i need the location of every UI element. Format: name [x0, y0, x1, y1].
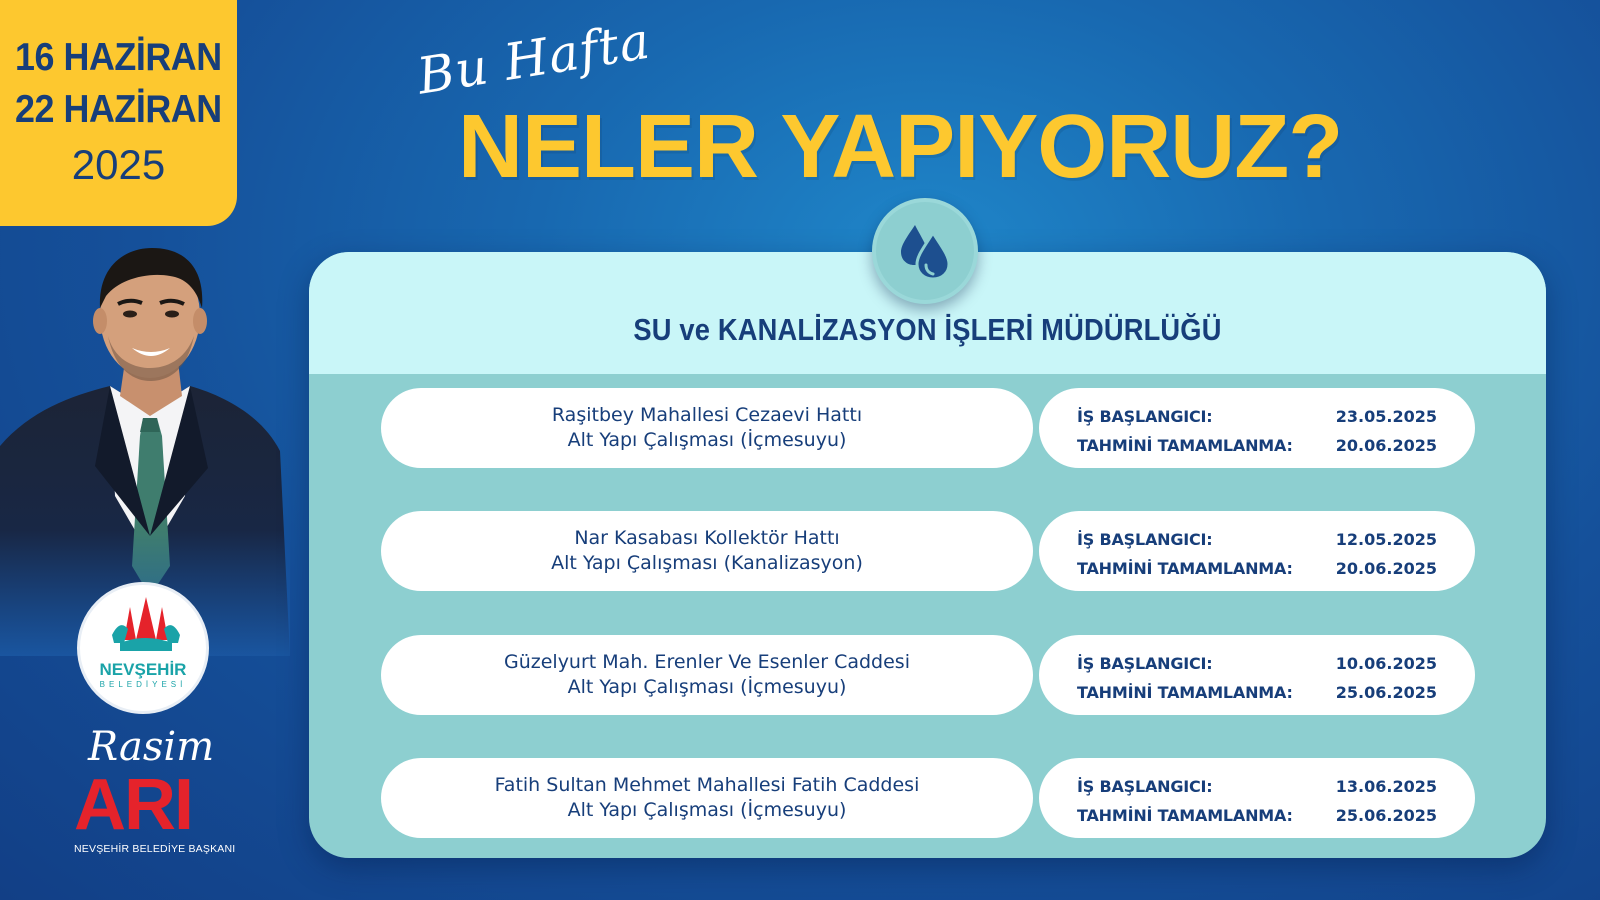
- date-year: 2025: [71, 141, 166, 188]
- project-dates: [1039, 758, 1475, 838]
- project-title: [381, 635, 1033, 715]
- project-row: [381, 758, 1475, 838]
- date-start: 16 HAZİRAN: [15, 36, 222, 79]
- department-card: [309, 252, 1546, 858]
- project-type: Alt Yapı Çalışması (İçmesuyu): [567, 676, 847, 698]
- logo-name: NEVŞEHİR: [99, 660, 187, 679]
- headline-script: Bu Hafta: [413, 11, 655, 106]
- end-label: TAHMİNİ TAMAMLANMA:: [1077, 436, 1293, 455]
- date-end: 22 HAZİRAN: [15, 88, 222, 131]
- end-date: 25.06.2025: [1335, 683, 1437, 702]
- project-type: Alt Yapı Çalışması (İçmesuyu): [567, 429, 847, 451]
- start-date: 10.06.2025: [1335, 654, 1437, 673]
- project-dates: [1039, 511, 1475, 591]
- chimney-rock-icon: [106, 595, 186, 657]
- project-row: [381, 635, 1475, 715]
- signature-title: NEVŞEHİR BELEDİYE BAŞKANI: [74, 843, 236, 855]
- end-label: TAHMİNİ TAMAMLANMA:: [1077, 559, 1293, 578]
- project-type: Alt Yapı Çalışması (İçmesuyu): [567, 799, 847, 821]
- municipality-logo: [77, 582, 209, 714]
- end-label: TAHMİNİ TAMAMLANMA:: [1077, 806, 1293, 825]
- project-dates: [1039, 388, 1475, 468]
- date-badge: [0, 0, 237, 226]
- end-label: TAHMİNİ TAMAMLANMA:: [1077, 683, 1293, 702]
- start-label: İŞ BAŞLANGICI:: [1077, 777, 1213, 796]
- department-title: SU ve KANALİZASYON İŞLERİ MÜDÜRLÜĞÜ: [633, 312, 1222, 347]
- project-title: [381, 388, 1033, 468]
- end-date: 20.06.2025: [1335, 559, 1437, 578]
- project-title: [381, 758, 1033, 838]
- end-date: 25.06.2025: [1335, 806, 1437, 825]
- water-drops-icon: [872, 198, 978, 304]
- start-label: İŞ BAŞLANGICI:: [1077, 407, 1213, 426]
- start-label: İŞ BAŞLANGICI:: [1077, 530, 1213, 549]
- signature-last-name: ARI: [74, 765, 192, 845]
- signature-first-name: Rasim: [88, 724, 215, 770]
- project-name: Raşitbey Mahallesi Cezaevi Hattı: [551, 404, 863, 426]
- project-title: [381, 511, 1033, 591]
- project-name: Fatih Sultan Mehmet Mahallesi Fatih Caddesi: [494, 774, 920, 796]
- project-type: Alt Yapı Çalışması (Kanalizasyon): [551, 552, 863, 574]
- project-name: Nar Kasabası Kollektör Hattı: [574, 527, 840, 549]
- project-dates: [1039, 635, 1475, 715]
- start-label: İŞ BAŞLANGICI:: [1077, 654, 1213, 673]
- project-name: Güzelyurt Mah. Erenler Ve Esenler Caddesi: [503, 651, 910, 673]
- start-date: 23.05.2025: [1335, 407, 1437, 426]
- logo-subtitle: BELEDİYESİ: [99, 680, 187, 689]
- start-date: 12.05.2025: [1335, 530, 1437, 549]
- start-date: 13.06.2025: [1335, 777, 1437, 796]
- project-row: [381, 511, 1475, 591]
- end-date: 20.06.2025: [1335, 436, 1437, 455]
- headline-title: NELER YAPIYORUZ?: [458, 97, 1343, 197]
- project-row: [381, 388, 1475, 468]
